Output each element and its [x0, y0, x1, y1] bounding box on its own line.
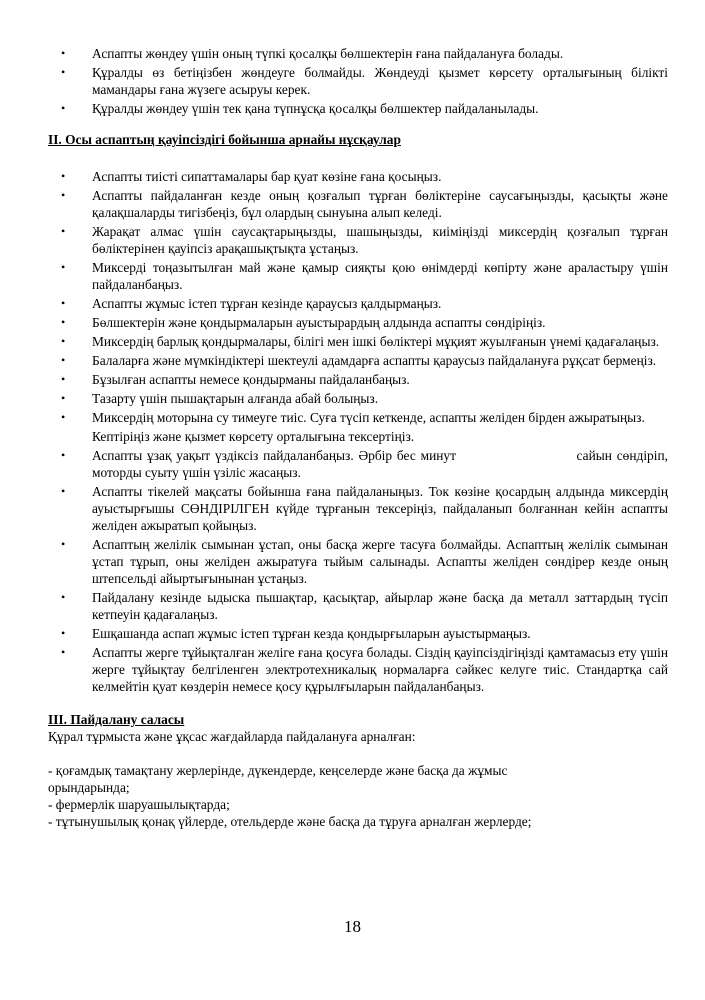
list-item [48, 447, 672, 481]
bullet-icon: • [61, 537, 66, 551]
list-item-text: Аспапты тікелей мақсаты бойынша ғана пайдаланыңыз. Ток көзіне қосардың алдында миксердің ауыстырғышы СӨНДІРІЛГЕН күйде тұрғанын тексеріңіз, пайдаланып болғаннан кейін аспапты желіден ажыратып қойыңыз. [92, 484, 668, 533]
list-item [48, 314, 668, 331]
list-item [48, 259, 668, 293]
list-item-text: Тазарту үшін пышақтарын алғанда абай болыңыз. [92, 391, 379, 406]
list-item-text: Миксердің моторына су тимеуге тиіс. Суға түсіп кеткенде, аспапты желіден бірден ажыратыңыз. [92, 410, 645, 425]
list-item [48, 352, 668, 369]
list-item [48, 295, 668, 312]
bullet-icon: • [61, 391, 66, 405]
bullet-icon: • [61, 65, 66, 79]
dash-list-item: - қоғамдық тамақтану жерлерінде, дүкендерде, кеңселерде және басқа да жұмыс орындарында; [48, 763, 508, 795]
list-item-text: Ешқашанда аспап жұмыс істеп тұрған кезда қондырғыларын ауыстырмаңыз. [92, 626, 531, 641]
bullet-icon: • [61, 169, 66, 183]
list-item-text: Аспапты жұмыс істеп тұрған кезінде қараусыз қалдырмаңыз. [92, 296, 442, 311]
list-item-text: Жарақат алмас үшін саусақтарыңызды, шашыңызды, киіміңізді миксердің қозғалып тұрған бөліктерінен қауіпсіз арақашықтықта ұстаңыз. [92, 224, 668, 256]
list-item [48, 536, 668, 587]
list-item [48, 64, 668, 98]
bullet-icon: • [61, 645, 66, 659]
list-item-text: Құралды өз бетіңізбен жөндеуге болмайды. Жөндеуді қызмет көрсету орталығының білікті мамандары ғана жүзеге асыруы керек. [92, 65, 668, 97]
list-item [48, 589, 668, 623]
list-item-text: Аспапты жерге тұйықталған желіге ғана қосуға болады. Сіздің қауіпсіздігіңізді қамтамасыз ету үшін жерге тұйықтау белгіленген электротехникалық нормаларға сәйкес келуге тиіс. Стандартқа сай келмейтін қуат көздерін немесе қосу құрылғыларын пайдаланбаңыз. [92, 645, 668, 694]
document-content [48, 45, 672, 830]
section-2-heading: II. Осы аспаптың қауіпсіздігі бойынша арнайы нұсқаулар [48, 132, 401, 147]
list-item-text: Миксердің барлық қондырмалары, білігі мен ішкі бөліктері мұқият жуылғанын үнемі қадағалаңыз. [92, 334, 660, 349]
bullet-icon: • [61, 315, 66, 329]
list-item [48, 168, 668, 185]
list-item-text: Балаларға және мүмкіндіктері шектеулі адамдарға аспапты қараусыз пайдалануға рұқсат бермеңіз. [92, 353, 657, 368]
list-item-text: Аспаптың желілік сымынан ұстап, оны басқа жерге тасуға болмайды. Аспаптың желілік сымынан ұстап тұрып, оны желіден ажыратуға тыйым салынады. Аспапты желіден сөндірер кезде оның штепсельді айыртығынынан ұстаңыз. [92, 537, 668, 586]
list-item-text: Аспапты ұзақ уақыт үздіксіз пайдаланбаңыз. Әрбір бес минут сайын сөндіріп, моторды суыту үшін үзіліс жасаңыз. [92, 448, 672, 480]
list-item-text: Бұзылған аспапты немесе қондырманы пайдаланбаңыз. [92, 372, 410, 387]
dash-list-item: - тұтынушылық қонақ үйлерде, отельдерде және басқа да тұруға арналған жерлерде; [48, 814, 532, 829]
bullet-icon: • [61, 260, 66, 274]
bullet-icon: • [61, 626, 66, 640]
bullet-icon: • [61, 224, 66, 238]
list-item [48, 390, 668, 407]
bullet-icon: • [61, 448, 66, 462]
dash-list-item: - фермерлік шаруашылықтарда; [48, 797, 230, 812]
top-bullet-list [48, 45, 668, 117]
bullet-icon: • [61, 46, 66, 60]
list-item [48, 333, 668, 350]
page-number: 18 [344, 917, 361, 936]
list-item-text: Пайдалану кезінде ыдыска пышақтар, қасықтар, айырлар және басқа да металл заттардың түсіп кетпеуін қадағалаңыз. [92, 590, 668, 622]
list-item-text: Миксерді тоңазытылған май және қамыр сияқты қою өнімдерді көпірту және араластыру үшін пайдаланбаңыз. [92, 260, 668, 292]
list-item [48, 100, 668, 117]
bullet-icon: • [61, 353, 66, 367]
list-item-text: Аспапты тиісті сипаттамалары бар қуат көзіне ғана қосыңыз. [92, 169, 442, 184]
list-item [48, 371, 668, 388]
list-item-text: Аспапты пайдаланған кезде оның қозғалып тұрған бөліктеріне саусағыңызды, қасықты және қалақшаларды тигізбеңіз, бұл олардың сынуына алып келеді. [92, 188, 668, 220]
list-item [48, 483, 668, 534]
continuation-line: Кептіріңіз және қызмет көрсету орталығына тексертіңіз. [92, 429, 415, 444]
bullet-icon: • [61, 590, 66, 604]
bullet-icon: • [61, 101, 66, 115]
bullet-icon: • [61, 188, 66, 202]
bullet-icon: • [61, 410, 66, 424]
spacer [48, 745, 668, 762]
list-item-text: Аспапты жөндеу үшін оның түпкі қосалқы бөлшектерін ғана пайдалануға болады. [92, 46, 564, 61]
bullet-icon: • [61, 334, 66, 348]
bullet-icon: • [61, 296, 66, 310]
bullet-icon: • [61, 372, 66, 386]
list-item [48, 223, 668, 257]
list-item [48, 45, 668, 62]
list-item [48, 625, 668, 642]
section-3-intro: Құрал тұрмыста және ұқсас жағдайларда пайдалануға арналған: [48, 729, 416, 744]
list-item [48, 409, 668, 426]
list-item-text: Құралды жөндеу үшін тек қана түпнұсқа қосалқы бөлшектер пайдаланылады. [92, 101, 539, 116]
list-item [48, 187, 668, 221]
list-item-text: Бөлшектерін және қондырмаларын ауыстырардың алдында аспапты сөндіріңіз. [92, 315, 546, 330]
list-item [48, 644, 668, 695]
safety-bullet-list-continued [48, 447, 672, 695]
bullet-icon: • [61, 484, 66, 498]
section-3-heading: III. Пайдалану саласы [48, 712, 185, 727]
safety-bullet-list [48, 168, 668, 426]
